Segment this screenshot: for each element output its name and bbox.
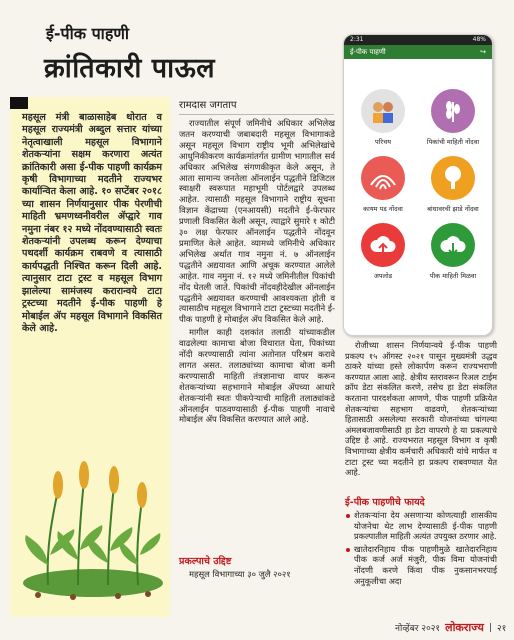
page-number: २१ [496,624,507,634]
byline: रामदास जगताप [179,97,334,115]
article-title: क्रांतिकारी पाऊल [44,53,216,84]
crop-icon [431,89,475,133]
tile-label: पीक माहिती मिळवा [429,272,477,280]
app-bar [344,45,492,59]
tile-get-crop-info[interactable] [420,223,486,280]
phone-status-bar [344,35,492,45]
status-battery: 48% [472,36,486,43]
page-footer [395,620,506,635]
benefits-heading: ई-पीक पाहणीचे फायदे [345,497,425,508]
app-screenshot [343,34,493,336]
list-item: शेतकऱ्यांना देय असणाऱ्या कोणत्याही शासकीय योजनेचा थेट लाभ देण्यासाठी ई-पीक पाहणी प्रकल्पातील माहिती अत्यंत उपयुक्त ठरणार आहे. [345,510,497,542]
tile-crop-info[interactable] [420,89,486,146]
upload-icon [361,223,405,267]
lead-text: महसूल मंत्री बाळासाहेब थोरात व महसूल राज्यमंत्री अब्दुल सत्तार यांच्या नेतृत्वाखाली महसूल विभागाने शेतकऱ्यांना सक्षम करणारा अत्यंत क्रांतिकारी असा ई-पीक पाहणी कार्यक्रम कृषी विभागाच्या मदतीने राज्यभर कार्यान्वित केला आहे. १० सप्टेंबर २०१८ च्या शासन निर्णयानुसार पीक पेरणीची माहिती भ्रमणध्वनीवरील ॲप्द्वारे गाव नमुना नंबर १२ मध्ये नोंदवण्यासाठी स्वतः शेतकऱ्यांनी उपलब्ध करून देण्याचा पथदर्शी कार्यक्रम राबवणे व त्यासाठी कार्यपद्धती निश्चित करून दिली आहे. त्यानुसार टाटा ट्रस्ट व महसूल विभाग झालेल्या सामंजस्य करारान्वये टाटा ट्रस्टच्या मदतीने ई-पीक पाहणी हे मोबाईल ॲप महसूल विभागाने विकसित केले आहे. [22,112,162,334]
body-paragraph: मागील काही दशकांत तलाठी यांच्याकडील वाढलेल्या कामाचा बोजा विचारात घेता, पिकांच्या नोंदी करण्यासाठी त्यांना अतोनात परिश्रम करावे लागत असत. तलाठ्यांच्या कामाचा बोजा कमी करण्यासाठी माहिती तंत्रज्ञानाचा वापर करून शेतकऱ्यांच्या सहभागाने मोबाईल ॲपच्या आधारे शेतकऱ्यांनी स्वतः पीकपेऱ्याची माहिती तलाठ्यांकडे ऑनलाईन पाठवण्यासाठी ई-पीक पाहणी नावाचे मोबाईल ॲप विकसित करण्यात आले आहे. [179,327,335,425]
tile-trees[interactable] [420,156,486,213]
subsection-heading: प्रकल्पाचे उद्दिष्ट [179,556,232,567]
lead-marker [10,97,28,109]
crop-illustration [18,455,168,605]
tile-label: पिकांची माहिती नोंदवा [426,138,480,146]
tile-fallow[interactable] [350,156,416,213]
tree-icon [431,156,475,200]
subsection-text: महसूल विभागाच्या ३० जुलै २०२१ [189,569,291,579]
issue-date: नोव्हेंबर २०२१ [395,624,441,634]
app-title: ई-पीक पाहणी [350,48,386,56]
tile-label: परिचय [375,138,391,146]
objective-text: रोजीच्या शासन निर्णयान्वये ई-पीक पाहणी प्रकल्प १५ ऑगस्ट २०२१ पासून मुख्यमंत्री उद्धव ठाकरे यांच्या हस्ते लोकार्पण करून राज्यभराणी करण्यात आला आहे. क्षेत्रीय स्तरावरून रिअल टाईम क्रॉप डेटा संकलित करणे, तसेच हा डेटा संकलित करताना पारदर्शकता आणणे, पीक पाहणी प्रक्रियेत शेतकऱ्यांचा सहभाग वाढवणे, शेतकऱ्यांच्या हितासाठी असलेल्या सरकारी योजनांच्या चांगल्या अंमलबजावणीसाठी हा डेटा वापरणे हे या प्रकल्पाचे उद्दिष्ट हे आहे. राज्यभरात महसूल विभाग व कृषी विभागाच्या क्षेत्रीय कर्मचारी अधिकारी यांचे मार्फत व टाटा ट्रस्ट च्या मदतीने हा प्रकल्प राबवण्यात येत आहे. [345,340,497,478]
benefits-list [345,510,497,588]
intro-icon [361,89,405,133]
tile-label: अपलोड [373,272,393,280]
separator: | [488,622,492,633]
body-column [179,118,335,427]
section-kicker: ई-पीक पाहणी [46,24,130,43]
list-item: खातेदारनिहाय पीक पाहणीमुळे खातेदारनिहाय पीक कर्ज अर्ज मंजुरी, पीक विमा योजनांची नोंदणी करणे किंवा पीक नुकसानभरपाई अनुकूलीचा अदा [345,544,497,586]
body-paragraph: राज्यातील संपूर्ण जमिनीचे अधिकार अभिलेख जतन करण्याची जबाबदारी महसूल विभागाकडे असून महसूल विभाग राष्ट्रीय भूमी अभिलेखांचे आधुनिकीकरण कार्यक्रमांतर्गत ग्रामीण भागातील सर्व अधिकार अभिलेख संगणकीकृत केले असून, ते आता सामान्य जनतेला ऑनलाईन पद्धतीने डिजिटल स्वाक्षरी स्वरूपात महाभूमी पोर्टलद्वारे उपलब्ध आहेत. त्यासाठी महसूल विभागाने राष्ट्रीय सूचना विज्ञान केंद्राच्या (एनआयसी) मदतीने ई-फेरफार प्रणाली विकसित केली असून, त्याद्वारे सुमारे १ कोटी ३० लक्ष फेरफार ऑनलाईन पद्धतीने नोंदवून प्रमाणित केले आहेत. व्यामध्ये जमिनीचे अधिकार अभिलेख अर्थात गाव नमुना नं. ७ ऑनलाईन पद्धतीने अद्ययावत आणि अचूक करण्यात आलेले आहेत. गाव नमुना नं. १२ मध्ये जमिनीतील पिकांची नोंद घेतली जाते. पिकांची नोंदवहीदेखील ऑनलाईन पद्धतीने अद्ययावत करण्याची आवश्यकता होती व त्यासाठीच महसूल विभागाने टाटा ट्रस्टच्या मदतीने ई-पीक पाहणी हे मोबाईल ॲप विकसित केले आहे. [179,118,335,325]
field-icon [361,156,405,200]
tile-label: कायम पड नोंदवा [363,205,403,213]
download-icon [431,223,475,267]
status-time: 2:31 [350,36,364,43]
tile-upload[interactable] [350,223,416,280]
magazine-brand: लोकराज्य [445,621,484,634]
feature-grid [344,59,492,280]
exit-icon[interactable]: ↪ [480,48,486,56]
tile-intro[interactable] [350,89,416,146]
tile-label: बांधावरची झाडे नोंदवा [427,205,479,213]
